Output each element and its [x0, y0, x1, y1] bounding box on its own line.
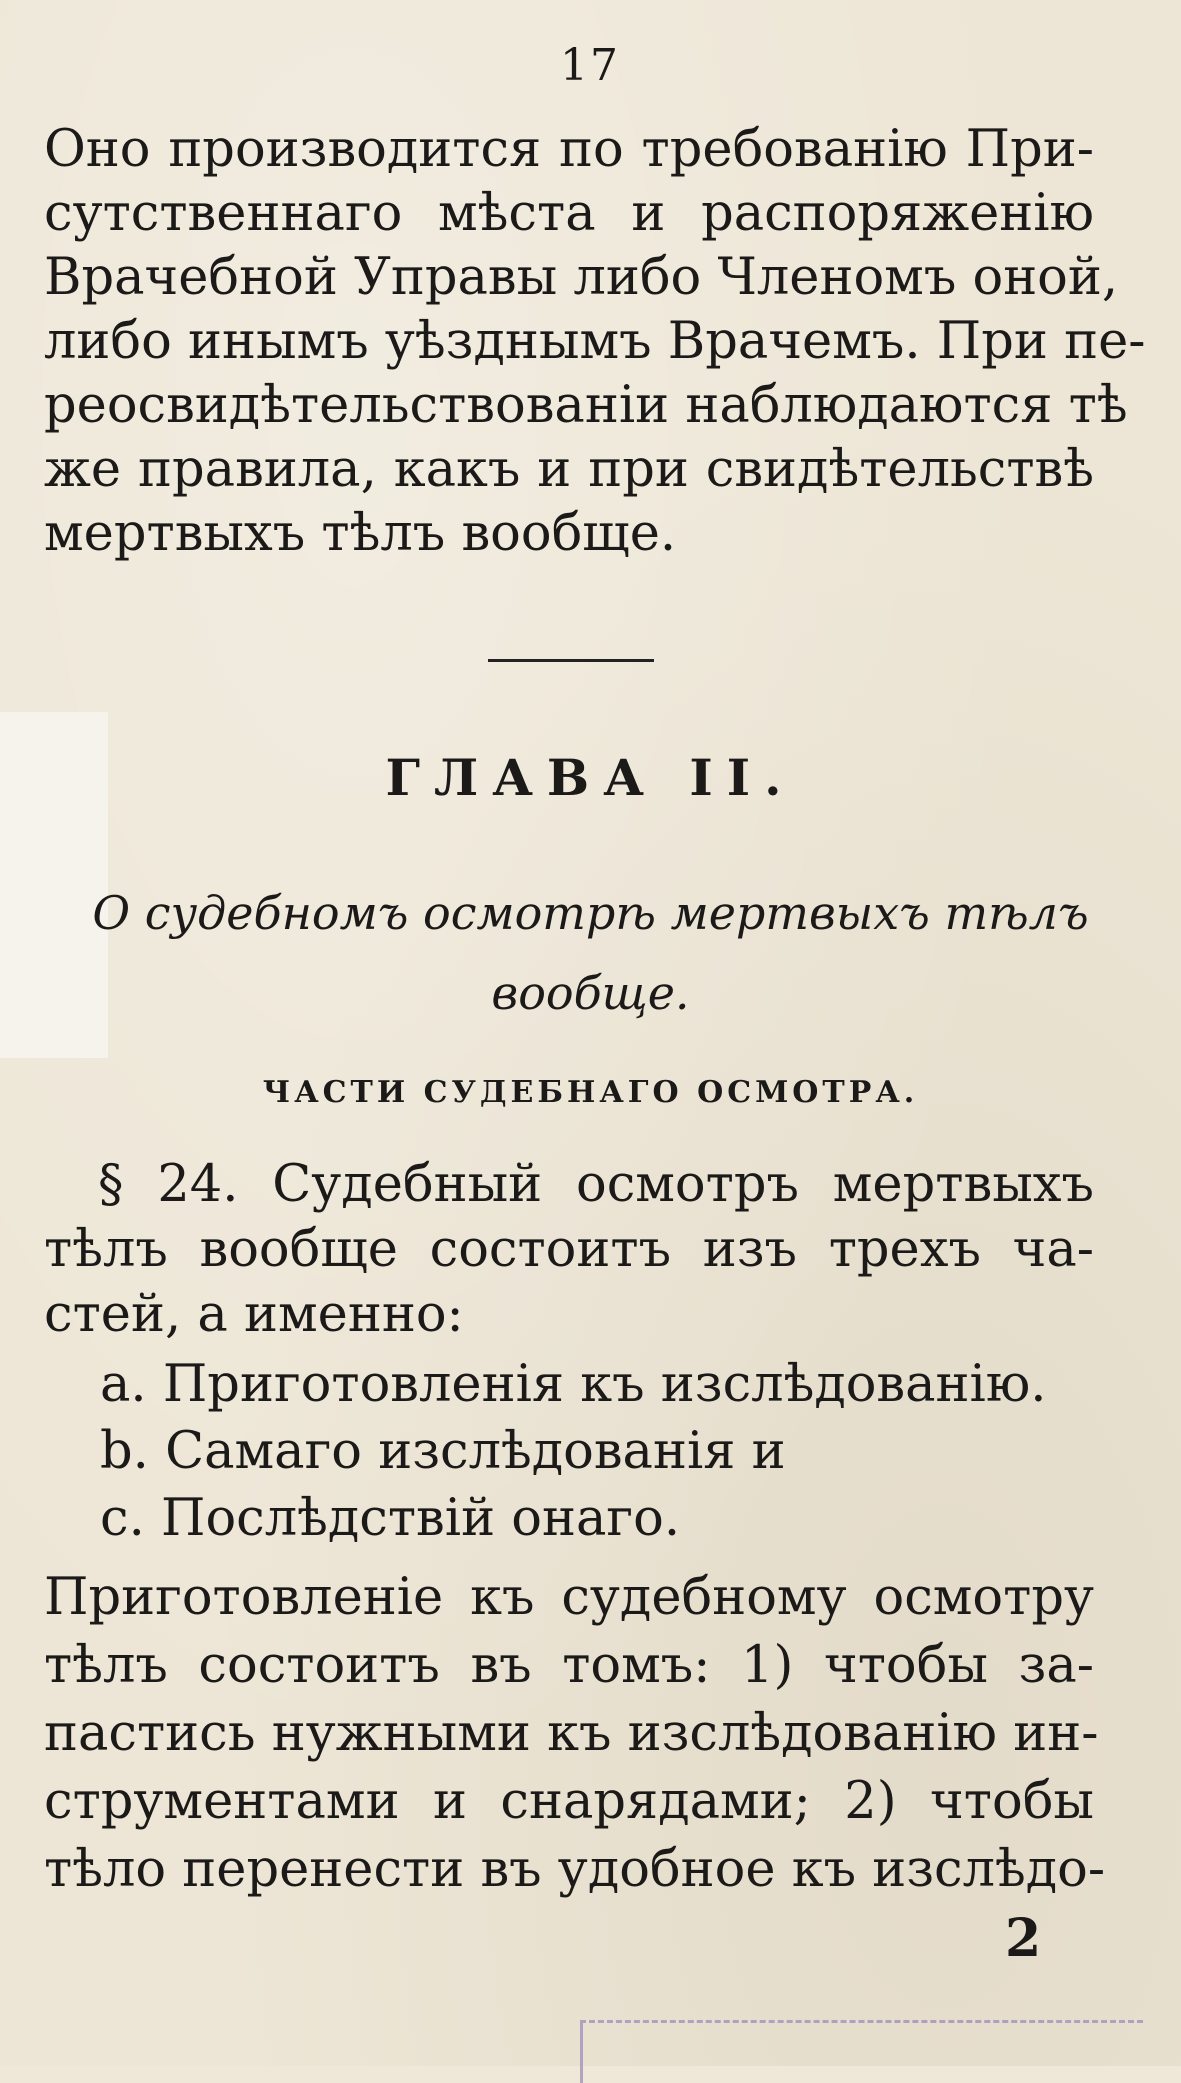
text-line: мертвыхъ тѣлъ вообще. — [44, 504, 677, 563]
signature-mark: 2 — [1005, 1908, 1042, 1969]
section-caption: ЧАСТИ СУДЕБНАГО ОСМОТРА. — [262, 1075, 919, 1110]
text-line: же правила, какъ и при свидѣтельствѣ — [44, 440, 1094, 499]
text-line: сутственнаго мѣста и распоряженію — [44, 184, 1094, 243]
section-divider — [488, 659, 654, 662]
text-line: § 24. Судебный осмотръ мертвыхъ — [98, 1155, 1094, 1214]
text-line: реосвидѣтельствованіи наблюдаются тѣ — [44, 376, 1128, 435]
list-item: c. Послѣдствій онаго. — [100, 1489, 681, 1548]
text-line: Врачебной Управы либо Членомъ оной, — [44, 248, 1119, 307]
text-line: пастись нужными къ изслѣдованію ин- — [44, 1704, 1099, 1763]
text-line: либо инымъ уѣзднымъ Врачемъ. При пе- — [44, 312, 1146, 371]
text-line: тѣло перенести въ удобное къ изслѣдо- — [44, 1840, 1106, 1899]
chapter-title-line-2: вообще. — [491, 966, 690, 1020]
text-line: Приготовленіе къ судебному осмотру — [44, 1568, 1094, 1627]
text-line: тѣлъ вообще состоитъ изъ трехъ ча- — [44, 1220, 1094, 1279]
chapter-title-line-1: О судебномъ осмотрѣ мертвыхъ тѣлъ — [92, 886, 1089, 940]
chapter-heading: ГЛАВА II. — [385, 748, 796, 807]
text-line: тѣлъ состоитъ въ томъ: 1) чтобы за- — [44, 1636, 1094, 1695]
text-line: стей, а именно: — [44, 1285, 464, 1344]
text-line: Оно производится по требованію При- — [44, 120, 1094, 179]
page-number: 17 — [560, 40, 620, 91]
text-line: струментами и снарядами; 2) чтобы — [44, 1772, 1094, 1831]
library-stamp — [580, 2020, 1143, 2083]
list-item: a. Приготовленія къ изслѣдованію. — [100, 1355, 1047, 1414]
list-item: b. Самаго изслѣдованія и — [100, 1422, 786, 1481]
